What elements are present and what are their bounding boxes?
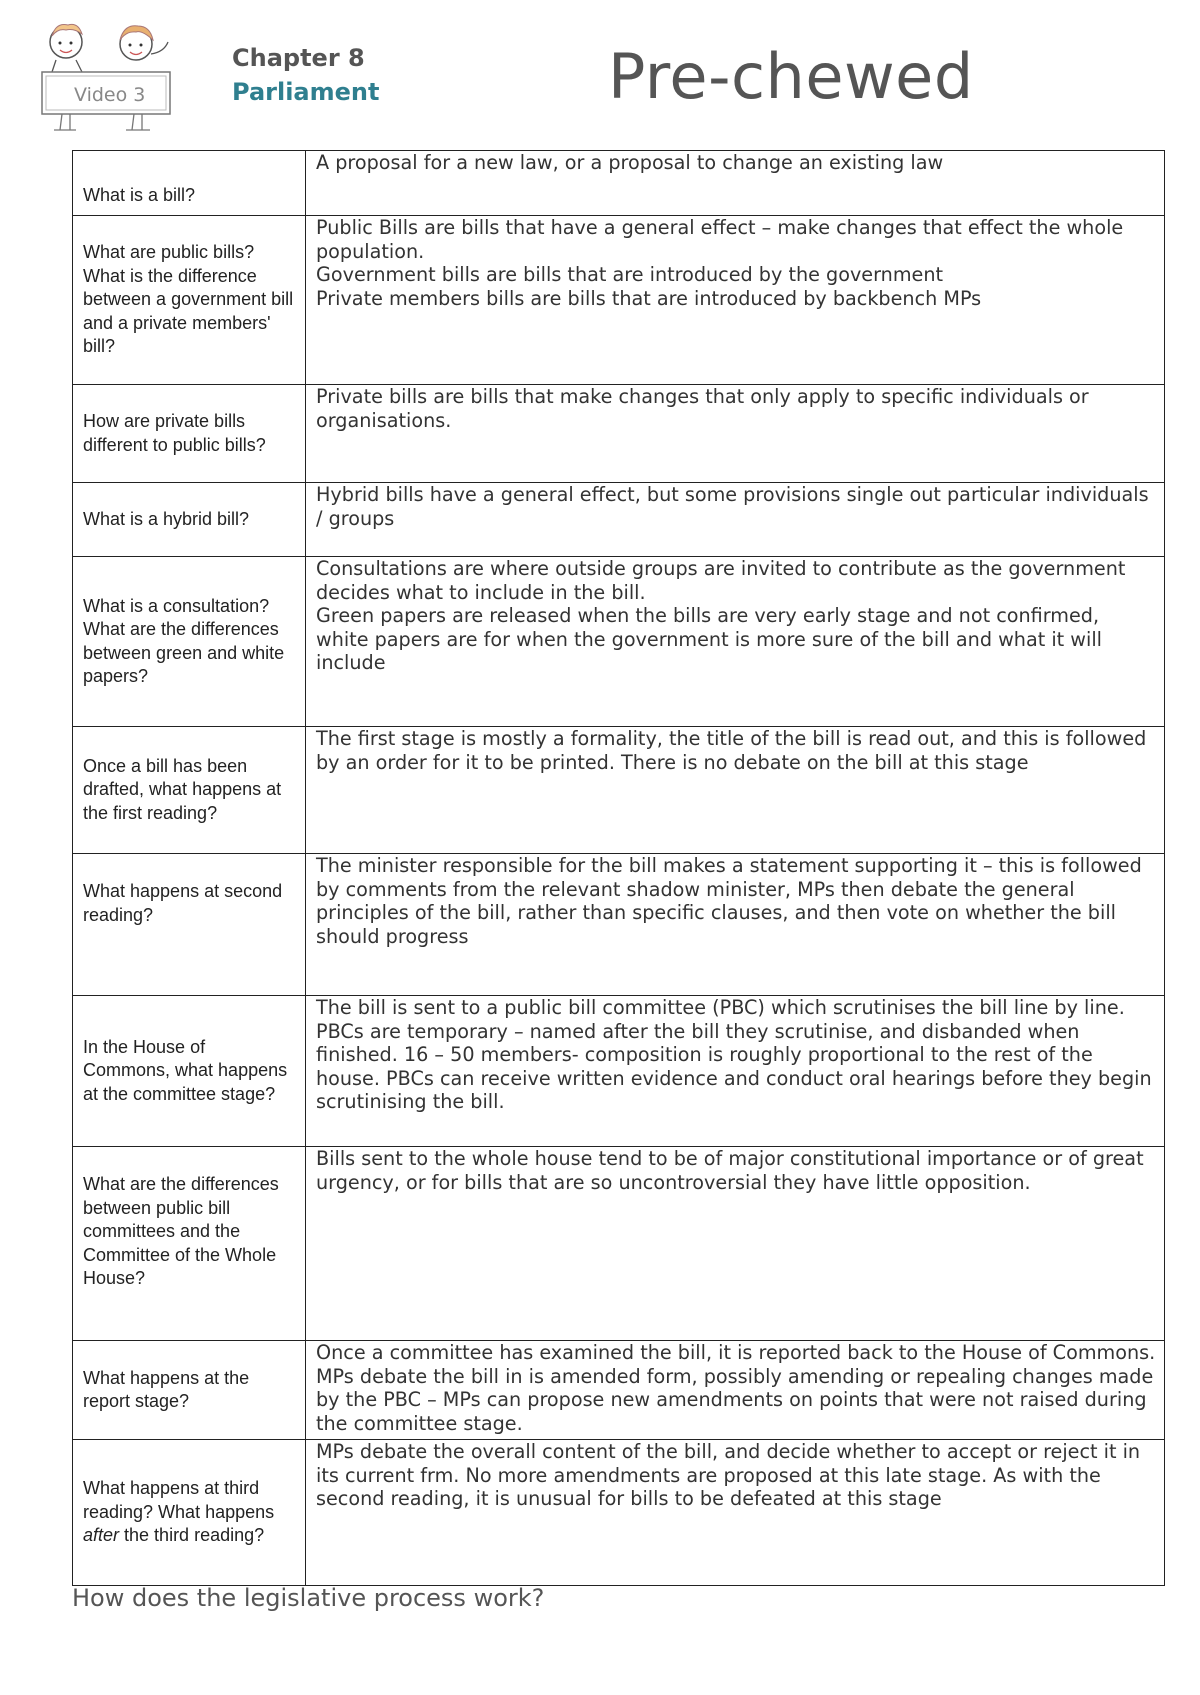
answer-text: Hybrid bills have a general effect, but some provisions single out particular individuals / groups (316, 483, 1149, 530)
question-cell (73, 216, 306, 385)
table-row (73, 557, 1165, 727)
question-text: What are public bills? What is the difference between a government bill and a private members' bill? (83, 242, 294, 357)
cartoon-kids-icon (38, 16, 188, 140)
question-cell (73, 151, 306, 216)
table-row (73, 151, 1165, 216)
table-row (73, 385, 1165, 483)
answer-cell (306, 854, 1165, 996)
footer-question: How does the legislative process work? (72, 1584, 545, 1612)
question-cell (73, 557, 306, 727)
answer-text: Private members bills are bills that are introduced by backbench MPs (316, 286, 982, 310)
answer-text: Green papers are released when the bills are very early stage and not confirmed, white papers are for when the government is more sure of the bill and what it will include (316, 604, 1102, 674)
answer-text: Bills sent to the whole house tend to be of major constitutional importance or of great urgency, or for bills that are so uncontroversial they have little opposition. (316, 1147, 1144, 1194)
answer-cell (306, 996, 1165, 1147)
question-text: What happens at the report stage? (83, 1367, 250, 1411)
answer-text: Consultations are where outside groups are invited to contribute as the government decides what to include in the bill. (316, 557, 1126, 604)
question-text: What is a bill? (83, 184, 196, 205)
question-cell (73, 1440, 306, 1586)
answer-text: The bill is sent to a public bill committee (PBC) which scrutinises the bill line by line. PBCs are temporary – named after the bill they scrutinise, and disbanded when finished. 16 – 50 members- composition is roughly proportional to the rest of the house. PBCs can receive written evidence and conduct oral hearings before they begin scrutinising the bill. (316, 996, 1152, 1113)
table-row (73, 1147, 1165, 1341)
video-logo (38, 16, 188, 140)
qa-table (72, 150, 1165, 1586)
answer-cell (306, 483, 1165, 557)
question-text: What are the differences between public bill committees and the Committee of the Whole House? (83, 1174, 279, 1288)
answer-text: A proposal for a new law, or a proposal to change an existing law (316, 151, 944, 174)
table-row (73, 854, 1165, 996)
question-text: What is a consultation? What are the differences between green and white papers? (83, 595, 285, 686)
question-text: What happens at second reading? (83, 881, 283, 925)
answer-text: Government bills are bills that are introduced by the government (316, 263, 944, 286)
question-text-part: What happens at third reading? What happens (83, 1478, 275, 1522)
answer-text: MPs debate the overall content of the bill, and decide whether to accept or reject it in its current frm. No more amendments are proposed at this late stage. As with the second reading, it is unusual for bills to be defeated at this stage (316, 1440, 1141, 1510)
answer-cell (306, 1341, 1165, 1440)
question-text: What is a hybrid bill? (83, 508, 250, 529)
answer-text: The first stage is mostly a formality, the title of the bill is read out, and this is followed by an order for it to be printed. There is no debate on the bill at this stage (316, 727, 1147, 774)
question-cell (73, 996, 306, 1147)
question-text: Once a bill has been drafted, what happens at the first reading? (83, 755, 282, 823)
answer-cell (306, 216, 1165, 385)
logo-caption: Video 3 (74, 84, 146, 106)
answer-cell (306, 727, 1165, 854)
question-cell (73, 385, 306, 483)
question-text (73, 1477, 305, 1548)
answer-cell (306, 1440, 1165, 1586)
answer-cell (306, 151, 1165, 216)
question-text: How are private bills different to public bills? (83, 411, 266, 455)
question-cell (73, 1147, 306, 1341)
table-row (73, 1341, 1165, 1440)
topic-label: Parliament (232, 78, 380, 106)
answer-text: Private bills are bills that make changes that only apply to specific individuals or organisations. (316, 385, 1089, 432)
question-text-part: the third reading? (119, 1525, 265, 1546)
answer-text: Once a committee has examined the bill, it is reported back to the House of Commons. MPs debate the bill in is amended form, possibly amending or repealing changes made by the PBC – MPs can propose new amendments on points that were not raised during the committee stage. (316, 1341, 1156, 1435)
chapter-label: Chapter 8 (232, 44, 365, 72)
answer-text: Public Bills are bills that have a general effect – make changes that effect the whole population. (316, 216, 1124, 263)
question-cell (73, 854, 306, 996)
table-row (73, 727, 1165, 854)
table-row (73, 483, 1165, 557)
table-row (73, 996, 1165, 1147)
question-text-emphasis: after (83, 1525, 120, 1546)
answer-cell (306, 385, 1165, 483)
question-cell (73, 727, 306, 854)
question-text: In the House of Commons, what happens at the committee stage? (83, 1036, 288, 1104)
table-row (73, 1440, 1165, 1586)
answer-cell (306, 1147, 1165, 1341)
page-title: Pre-chewed (608, 40, 974, 113)
table-row (73, 216, 1165, 385)
question-cell (73, 483, 306, 557)
answer-text: The minister responsible for the bill makes a statement supporting it – this is followed by comments from the relevant shadow minister, MPs then debate the general principles of the bill, rather than specific clauses, and then vote on whether the bill should progress (316, 854, 1142, 948)
answer-cell (306, 557, 1165, 727)
question-cell (73, 1341, 306, 1440)
